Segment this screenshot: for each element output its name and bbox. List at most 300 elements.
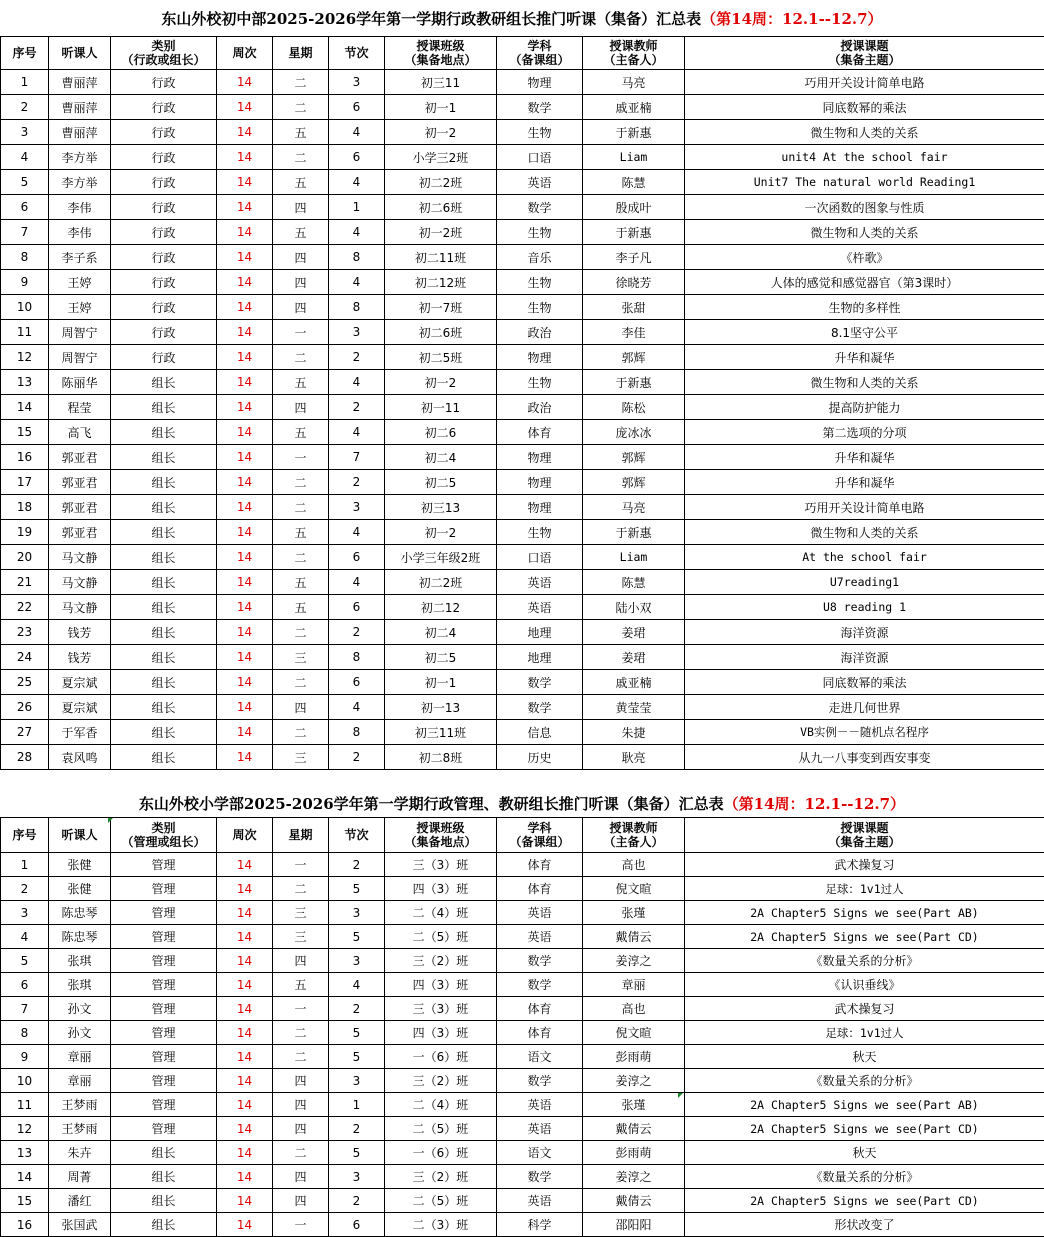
table-cell[interactable]: 三（3）班 — [385, 853, 497, 877]
table-cell[interactable]: 三 — [273, 901, 329, 925]
table-cell[interactable]: 6 — [329, 545, 385, 570]
table-cell[interactable]: 二 — [273, 1021, 329, 1045]
table-cell[interactable]: 同底数幂的乘法 — [685, 670, 1044, 695]
table-cell[interactable]: 初二4 — [385, 620, 497, 645]
table-cell[interactable]: 2 — [329, 745, 385, 770]
table-cell[interactable]: 历史 — [497, 745, 583, 770]
table-cell[interactable]: 于军香 — [49, 720, 111, 745]
table-cell[interactable]: 朱卉 — [49, 1141, 111, 1165]
table-cell[interactable]: 14 — [217, 245, 273, 270]
table-cell[interactable]: U7reading1 — [685, 570, 1044, 595]
table-cell[interactable]: 9 — [1, 270, 49, 295]
table-cell[interactable]: 张琪 — [49, 949, 111, 973]
table-cell[interactable]: 8 — [329, 295, 385, 320]
table-cell[interactable]: 24 — [1, 645, 49, 670]
table-cell[interactable]: 音乐 — [497, 245, 583, 270]
table-cell[interactable]: 1 — [329, 195, 385, 220]
table-cell[interactable]: 五 — [273, 370, 329, 395]
table-cell[interactable]: 行政 — [111, 95, 217, 120]
table-cell[interactable]: 朱捷 — [583, 720, 685, 745]
table-cell[interactable]: 数学 — [497, 195, 583, 220]
table-cell[interactable]: 数学 — [497, 695, 583, 720]
table-cell[interactable]: 张健 — [49, 877, 111, 901]
table-cell[interactable]: 14 — [217, 270, 273, 295]
table-cell[interactable]: 一次函数的图象与性质 — [685, 195, 1044, 220]
table-cell[interactable]: 组长 — [111, 370, 217, 395]
table-cell[interactable]: 二 — [273, 470, 329, 495]
table-cell[interactable]: 周智宁 — [49, 345, 111, 370]
table-cell[interactable]: 四 — [273, 695, 329, 720]
table-cell[interactable]: 管理 — [111, 1069, 217, 1093]
table-cell[interactable]: 生物 — [497, 520, 583, 545]
table-cell[interactable]: 二 — [273, 145, 329, 170]
table-cell[interactable]: 2 — [329, 1189, 385, 1213]
table-cell[interactable]: VB实例－－随机点名程序 — [685, 720, 1044, 745]
table-cell[interactable]: 19 — [1, 520, 49, 545]
table-cell[interactable]: 马文静 — [49, 595, 111, 620]
table-cell[interactable]: 戴倩云 — [583, 925, 685, 949]
table-cell[interactable]: 20 — [1, 545, 49, 570]
table-cell[interactable]: 同底数幂的乘法 — [685, 95, 1044, 120]
table-cell[interactable]: 马文静 — [49, 570, 111, 595]
table-cell[interactable]: 8 — [329, 645, 385, 670]
table-cell[interactable]: U8 reading 1 — [685, 595, 1044, 620]
table-cell[interactable]: 体育 — [497, 853, 583, 877]
table-cell[interactable]: 四 — [273, 270, 329, 295]
table-cell[interactable]: 王梦雨 — [49, 1117, 111, 1141]
table-cell[interactable]: 4 — [329, 973, 385, 997]
table-cell[interactable]: 体育 — [497, 1021, 583, 1045]
table-cell[interactable]: 巧用开关设计简单电路 — [685, 70, 1044, 95]
table-cell[interactable]: 《数量关系的分析》 — [685, 1069, 1044, 1093]
table-cell[interactable]: 15 — [1, 420, 49, 445]
table-cell[interactable]: 14 — [217, 973, 273, 997]
table-cell[interactable]: 三（2）班 — [385, 949, 497, 973]
table-cell[interactable]: 徐晓芳 — [583, 270, 685, 295]
table-cell[interactable]: 一 — [273, 445, 329, 470]
table-cell[interactable]: 16 — [1, 445, 49, 470]
table-cell[interactable]: 7 — [1, 997, 49, 1021]
table-cell[interactable]: 生物 — [497, 220, 583, 245]
table-cell[interactable]: 5 — [1, 949, 49, 973]
table-cell[interactable]: 五 — [273, 120, 329, 145]
table-cell[interactable]: 二 — [273, 1141, 329, 1165]
table-cell[interactable]: 8.1坚守公平 — [685, 320, 1044, 345]
table-cell[interactable]: 升华和凝华 — [685, 445, 1044, 470]
table-cell[interactable]: 郭亚君 — [49, 445, 111, 470]
table-cell[interactable]: 三 — [273, 925, 329, 949]
table-cell[interactable]: 数学 — [497, 1069, 583, 1093]
table-cell[interactable]: 14 — [217, 695, 273, 720]
table-cell[interactable]: 数学 — [497, 1165, 583, 1189]
table-cell[interactable]: 14 — [1, 395, 49, 420]
table-cell[interactable]: 升华和凝华 — [685, 470, 1044, 495]
table-cell[interactable]: 管理 — [111, 997, 217, 1021]
table-cell[interactable]: 16 — [1, 1213, 49, 1237]
table-cell[interactable]: 行政 — [111, 120, 217, 145]
table-cell[interactable]: 二 — [273, 95, 329, 120]
table-cell[interactable]: 组长 — [111, 470, 217, 495]
table-cell[interactable]: 四 — [273, 195, 329, 220]
table-cell[interactable]: 管理 — [111, 949, 217, 973]
table-cell[interactable]: 11 — [1, 320, 49, 345]
table-cell[interactable]: 于新惠 — [583, 220, 685, 245]
table-cell[interactable]: 曹丽萍 — [49, 95, 111, 120]
table-cell[interactable]: 英语 — [497, 901, 583, 925]
table-cell[interactable]: At the school fair — [685, 545, 1044, 570]
table-cell[interactable]: 彭雨萌 — [583, 1141, 685, 1165]
table-cell[interactable]: 足球：1v1过人 — [685, 1021, 1044, 1045]
table-cell[interactable]: 组长 — [111, 670, 217, 695]
table-cell[interactable]: 组长 — [111, 520, 217, 545]
table-cell[interactable]: 王婷 — [49, 295, 111, 320]
table-cell[interactable]: 2 — [1, 877, 49, 901]
table-cell[interactable]: 二 — [273, 345, 329, 370]
table-cell[interactable]: 14 — [217, 395, 273, 420]
table-cell[interactable]: 庞冰冰 — [583, 420, 685, 445]
table-cell[interactable]: 体育 — [497, 877, 583, 901]
table-cell[interactable]: 数学 — [497, 973, 583, 997]
table-cell[interactable]: 二（5）班 — [385, 1117, 497, 1141]
table-cell[interactable]: 二 — [273, 70, 329, 95]
table-cell[interactable]: 14 — [217, 445, 273, 470]
table-cell[interactable]: 戚亚楠 — [583, 95, 685, 120]
table-cell[interactable]: 张瑾 — [583, 901, 685, 925]
table-cell[interactable]: 钱芳 — [49, 620, 111, 645]
table-cell[interactable]: 行政 — [111, 320, 217, 345]
table-cell[interactable]: 四 — [273, 295, 329, 320]
table-cell[interactable]: 初二6班 — [385, 195, 497, 220]
table-cell[interactable]: 于新惠 — [583, 370, 685, 395]
table-cell[interactable]: 陈松 — [583, 395, 685, 420]
table-cell[interactable]: 四（3）班 — [385, 1021, 497, 1045]
table-cell[interactable]: 13 — [1, 1141, 49, 1165]
table-cell[interactable]: 14 — [217, 320, 273, 345]
table-cell[interactable]: 彭雨萌 — [583, 1045, 685, 1069]
table-cell[interactable]: 14 — [217, 295, 273, 320]
table-cell[interactable]: 初二8班 — [385, 745, 497, 770]
table-cell[interactable]: 海洋资源 — [685, 620, 1044, 645]
table-cell[interactable]: 7 — [329, 445, 385, 470]
table-cell[interactable]: 戴倩云 — [583, 1117, 685, 1141]
table-cell[interactable]: 张琪 — [49, 973, 111, 997]
table-cell[interactable]: 李伟 — [49, 195, 111, 220]
table-cell[interactable]: 5 — [329, 1141, 385, 1165]
table-cell[interactable]: 邵阳阳 — [583, 1213, 685, 1237]
table-cell[interactable]: 28 — [1, 745, 49, 770]
table-cell[interactable]: 14 — [217, 853, 273, 877]
table-cell[interactable]: 姜珺 — [583, 620, 685, 645]
table-cell[interactable]: 6 — [329, 595, 385, 620]
table-cell[interactable]: 马亮 — [583, 495, 685, 520]
table-cell[interactable]: 二（3）班 — [385, 1213, 497, 1237]
table-cell[interactable]: 五 — [273, 220, 329, 245]
table-cell[interactable]: 生物 — [497, 270, 583, 295]
table-cell[interactable]: 物理 — [497, 345, 583, 370]
table-cell[interactable]: 10 — [1, 295, 49, 320]
table-cell[interactable]: 一 — [273, 320, 329, 345]
table-cell[interactable]: 组长 — [111, 420, 217, 445]
table-cell[interactable]: 张国武 — [49, 1213, 111, 1237]
table-cell[interactable]: 14 — [217, 1021, 273, 1045]
table-cell[interactable]: 于新惠 — [583, 520, 685, 545]
table-cell[interactable]: 五 — [273, 595, 329, 620]
table-cell[interactable]: 四 — [273, 1189, 329, 1213]
table-cell[interactable]: 微生物和人类的关系 — [685, 120, 1044, 145]
table-cell[interactable]: 王梦雨 — [49, 1093, 111, 1117]
table-cell[interactable]: 管理 — [111, 1045, 217, 1069]
table-cell[interactable]: 组长 — [111, 395, 217, 420]
table-cell[interactable]: 初二5班 — [385, 345, 497, 370]
table-cell[interactable]: 4 — [1, 145, 49, 170]
table-cell[interactable]: 初一13 — [385, 695, 497, 720]
table-cell[interactable]: 4 — [329, 270, 385, 295]
table-cell[interactable]: 物理 — [497, 445, 583, 470]
table-cell[interactable]: 管理 — [111, 973, 217, 997]
table-cell[interactable]: 2A Chapter5 Signs we see(Part CD) — [685, 1189, 1044, 1213]
table-cell[interactable]: 政治 — [497, 395, 583, 420]
table-cell[interactable]: 初一2 — [385, 520, 497, 545]
table-cell[interactable]: 张甜 — [583, 295, 685, 320]
table-cell[interactable]: 《数量关系的分析》 — [685, 1165, 1044, 1189]
table-cell[interactable]: 组长 — [111, 545, 217, 570]
table-cell[interactable]: 体育 — [497, 997, 583, 1021]
table-cell[interactable]: 4 — [329, 120, 385, 145]
table-cell[interactable]: 二 — [273, 720, 329, 745]
table-cell[interactable]: 14 — [217, 220, 273, 245]
table-cell[interactable]: 口语 — [497, 545, 583, 570]
table-cell[interactable]: 郭亚君 — [49, 495, 111, 520]
table-cell[interactable]: 14 — [217, 997, 273, 1021]
table-cell[interactable]: 管理 — [111, 853, 217, 877]
table-cell[interactable]: 3 — [1, 120, 49, 145]
table-cell[interactable]: 陈慧 — [583, 570, 685, 595]
table-cell[interactable]: 14 — [217, 670, 273, 695]
table-cell[interactable]: 李方举 — [49, 170, 111, 195]
table-cell[interactable]: 2 — [329, 395, 385, 420]
table-cell[interactable]: 一（6）班 — [385, 1141, 497, 1165]
table-cell[interactable]: 26 — [1, 695, 49, 720]
table-cell[interactable]: 组长 — [111, 445, 217, 470]
table-cell[interactable]: 郭亚君 — [49, 470, 111, 495]
table-cell[interactable]: Unit7 The natural world Reading1 — [685, 170, 1044, 195]
table-cell[interactable]: 组长 — [111, 595, 217, 620]
table-cell[interactable]: 8 — [329, 245, 385, 270]
table-cell[interactable]: 17 — [1, 470, 49, 495]
table-cell[interactable]: 组长 — [111, 720, 217, 745]
table-cell[interactable]: 倪文暄 — [583, 877, 685, 901]
table-cell[interactable]: 13 — [1, 370, 49, 395]
table-cell[interactable]: 科学 — [497, 1213, 583, 1237]
table-cell[interactable]: 生物 — [497, 370, 583, 395]
table-cell[interactable]: 三（2）班 — [385, 1069, 497, 1093]
table-cell[interactable]: 殷成叶 — [583, 195, 685, 220]
table-cell[interactable]: 25 — [1, 670, 49, 695]
table-cell[interactable]: 14 — [217, 1069, 273, 1093]
table-cell[interactable]: 行政 — [111, 270, 217, 295]
table-cell[interactable]: 管理 — [111, 925, 217, 949]
table-cell[interactable]: 五 — [273, 973, 329, 997]
table-cell[interactable]: 初三11 — [385, 70, 497, 95]
table-cell[interactable]: 二（5）班 — [385, 1189, 497, 1213]
table-cell[interactable]: 3 — [329, 949, 385, 973]
table-cell[interactable]: 四（3）班 — [385, 973, 497, 997]
table-cell[interactable]: 四 — [273, 949, 329, 973]
table-cell[interactable]: 27 — [1, 720, 49, 745]
table-cell[interactable]: 9 — [1, 1045, 49, 1069]
table-cell[interactable]: 程莹 — [49, 395, 111, 420]
table-cell[interactable]: 14 — [217, 170, 273, 195]
table-cell[interactable]: 组长 — [111, 495, 217, 520]
table-cell[interactable]: 初一2 — [385, 120, 497, 145]
table-cell[interactable]: 6 — [329, 95, 385, 120]
table-cell[interactable]: 3 — [1, 901, 49, 925]
table-cell[interactable]: 信息 — [497, 720, 583, 745]
table-cell[interactable]: 15 — [1, 1189, 49, 1213]
table-cell[interactable]: 地理 — [497, 645, 583, 670]
table-cell[interactable]: 组长 — [111, 1213, 217, 1237]
table-cell[interactable]: 组长 — [111, 620, 217, 645]
table-cell[interactable]: 二 — [273, 495, 329, 520]
table-cell[interactable]: 武术操复习 — [685, 853, 1044, 877]
table-cell[interactable]: 二 — [273, 545, 329, 570]
table-cell[interactable]: 人体的感觉和感觉器官（第3课时） — [685, 270, 1044, 295]
table-cell[interactable]: 组长 — [111, 1189, 217, 1213]
table-cell[interactable]: 行政 — [111, 345, 217, 370]
table-cell[interactable]: 管理 — [111, 1093, 217, 1117]
table-cell[interactable]: 初二4 — [385, 445, 497, 470]
table-cell[interactable]: 章丽 — [49, 1069, 111, 1093]
table-cell[interactable]: 14 — [217, 370, 273, 395]
table-cell[interactable]: 6 — [329, 670, 385, 695]
table-cell[interactable]: 行政 — [111, 245, 217, 270]
table-cell[interactable]: 8 — [1, 245, 49, 270]
table-cell[interactable]: 10 — [1, 1069, 49, 1093]
table-cell[interactable]: 初二2班 — [385, 170, 497, 195]
table-cell[interactable]: 4 — [329, 220, 385, 245]
table-cell[interactable]: 2 — [1, 95, 49, 120]
table-cell[interactable]: 一 — [273, 1213, 329, 1237]
table-cell[interactable]: 14 — [217, 545, 273, 570]
table-cell[interactable]: 地理 — [497, 620, 583, 645]
table-cell[interactable]: 微生物和人类的关系 — [685, 520, 1044, 545]
table-cell[interactable]: 14 — [217, 95, 273, 120]
table-cell[interactable]: 《数量关系的分析》 — [685, 949, 1044, 973]
table-cell[interactable]: 四 — [273, 1069, 329, 1093]
table-cell[interactable]: 1 — [1, 70, 49, 95]
table-cell[interactable]: 14 — [217, 1045, 273, 1069]
table-cell[interactable]: 14 — [217, 645, 273, 670]
table-cell[interactable]: 14 — [217, 1189, 273, 1213]
table-cell[interactable]: 管理 — [111, 877, 217, 901]
table-cell[interactable]: 小学三年级2班 — [385, 545, 497, 570]
table-cell[interactable]: 张瑾 — [583, 1093, 685, 1117]
table-cell[interactable]: 数学 — [497, 949, 583, 973]
table-cell[interactable]: 6 — [1, 195, 49, 220]
table-cell[interactable]: 初三13 — [385, 495, 497, 520]
table-cell[interactable]: 组长 — [111, 570, 217, 595]
table-cell[interactable]: 组长 — [111, 1165, 217, 1189]
table-cell[interactable]: 14 — [217, 470, 273, 495]
table-cell[interactable]: unit4 At the school fair — [685, 145, 1044, 170]
table-cell[interactable]: 14 — [217, 345, 273, 370]
table-cell[interactable]: 初二12 — [385, 595, 497, 620]
table-cell[interactable]: 一（6）班 — [385, 1045, 497, 1069]
table-cell[interactable]: 14 — [217, 595, 273, 620]
table-cell[interactable]: 秋天 — [685, 1045, 1044, 1069]
table-cell[interactable]: 3 — [329, 1069, 385, 1093]
table-cell[interactable]: 14 — [217, 1117, 273, 1141]
table-cell[interactable]: 李方举 — [49, 145, 111, 170]
table-cell[interactable]: 李佳 — [583, 320, 685, 345]
table-cell[interactable]: 高也 — [583, 853, 685, 877]
table-cell[interactable]: 3 — [329, 1165, 385, 1189]
table-cell[interactable]: 14 — [217, 120, 273, 145]
table-cell[interactable]: 第二选项的分项 — [685, 420, 1044, 445]
table-cell[interactable]: 四 — [273, 1093, 329, 1117]
table-cell[interactable]: 英语 — [497, 1189, 583, 1213]
table-cell[interactable]: 22 — [1, 595, 49, 620]
table-cell[interactable]: 4 — [329, 370, 385, 395]
table-cell[interactable]: 生物 — [497, 295, 583, 320]
table-cell[interactable]: 5 — [329, 1045, 385, 1069]
table-cell[interactable]: 14 — [217, 195, 273, 220]
table-cell[interactable]: 3 — [329, 70, 385, 95]
table-cell[interactable]: 12 — [1, 1117, 49, 1141]
table-cell[interactable]: 李伟 — [49, 220, 111, 245]
table-cell[interactable]: 14 — [1, 1165, 49, 1189]
table-cell[interactable]: 5 — [329, 925, 385, 949]
table-cell[interactable]: 14 — [217, 495, 273, 520]
table-cell[interactable]: 4 — [329, 420, 385, 445]
table-cell[interactable]: 14 — [217, 720, 273, 745]
table-cell[interactable]: 微生物和人类的关系 — [685, 220, 1044, 245]
table-cell[interactable]: 物理 — [497, 495, 583, 520]
table-cell[interactable]: 初二5 — [385, 645, 497, 670]
table-cell[interactable]: 巧用开关设计简单电路 — [685, 495, 1044, 520]
table-cell[interactable]: 11 — [1, 1093, 49, 1117]
table-cell[interactable]: 14 — [217, 901, 273, 925]
table-cell[interactable]: 张健 — [49, 853, 111, 877]
table-cell[interactable]: 4 — [1, 925, 49, 949]
table-cell[interactable]: 高也 — [583, 997, 685, 1021]
table-cell[interactable]: 体育 — [497, 420, 583, 445]
table-cell[interactable]: 2 — [329, 345, 385, 370]
table-cell[interactable]: 初一1 — [385, 670, 497, 695]
table-cell[interactable]: 章丽 — [583, 973, 685, 997]
table-cell[interactable]: 二 — [273, 620, 329, 645]
table-cell[interactable]: 5 — [1, 170, 49, 195]
table-cell[interactable]: 行政 — [111, 295, 217, 320]
table-cell[interactable]: 物理 — [497, 470, 583, 495]
table-cell[interactable]: 初二12班 — [385, 270, 497, 295]
table-cell[interactable]: 章丽 — [49, 1045, 111, 1069]
table-cell[interactable]: 孙文 — [49, 997, 111, 1021]
table-cell[interactable]: 2A Chapter5 Signs we see(Part AB) — [685, 1093, 1044, 1117]
table-cell[interactable]: 6 — [329, 1213, 385, 1237]
table-cell[interactable]: 3 — [329, 901, 385, 925]
table-cell[interactable]: 曹丽萍 — [49, 120, 111, 145]
table-cell[interactable]: 三（3）班 — [385, 997, 497, 1021]
table-cell[interactable]: 6 — [1, 973, 49, 997]
table-cell[interactable]: 郭辉 — [583, 470, 685, 495]
table-cell[interactable]: 五 — [273, 570, 329, 595]
table-cell[interactable]: 武术操复习 — [685, 997, 1044, 1021]
table-cell[interactable]: 戴倩云 — [583, 1189, 685, 1213]
table-cell[interactable]: 3 — [329, 320, 385, 345]
table-cell[interactable]: 管理 — [111, 1117, 217, 1141]
table-cell[interactable]: 陈慧 — [583, 170, 685, 195]
